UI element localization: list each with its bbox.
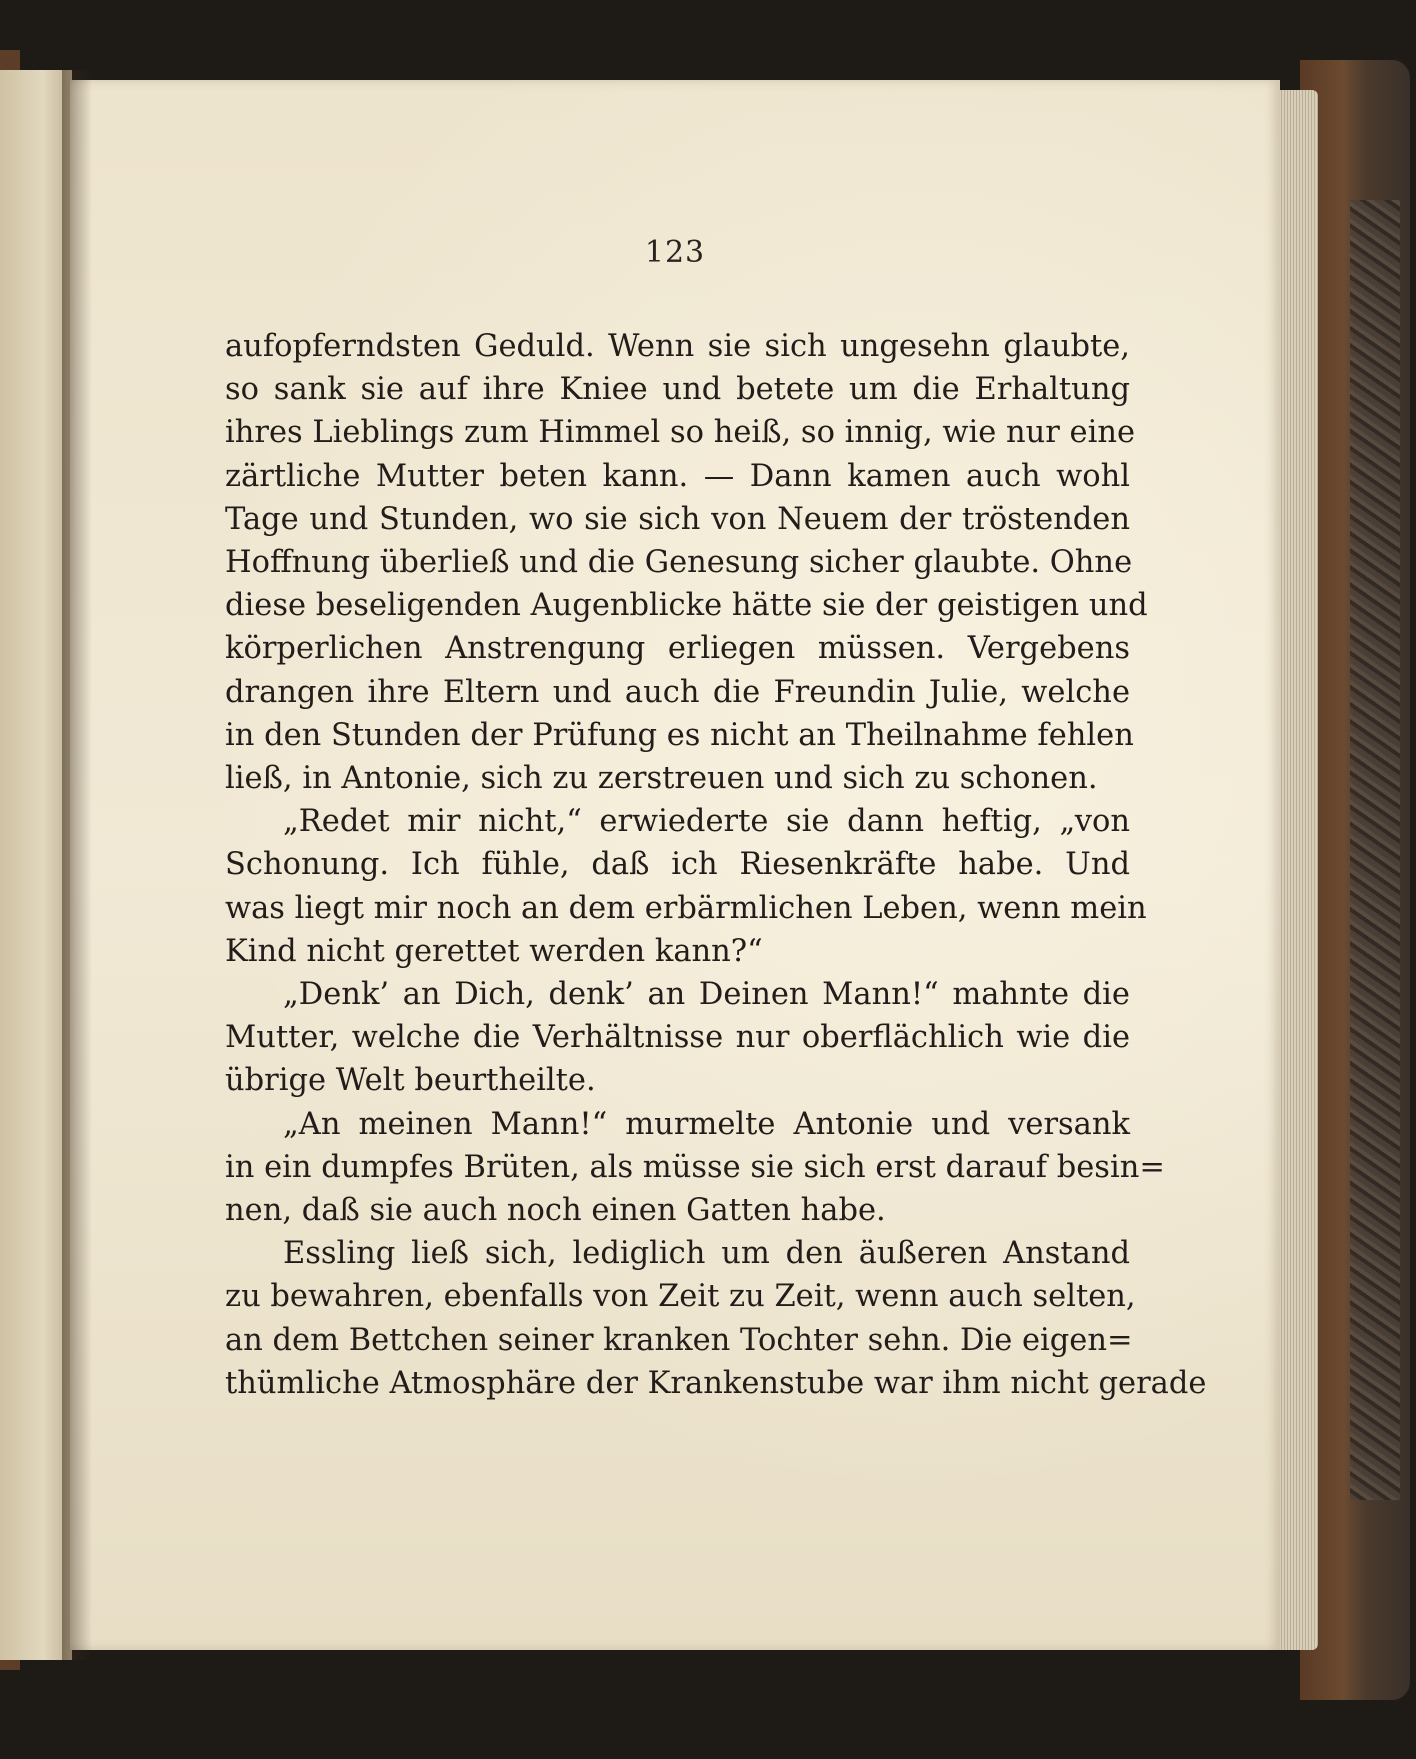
text-line: Schonung. Ich fühle, daß ich Riesenkräfte habe. Und	[225, 847, 1130, 883]
text-line: zu bewahren, ebenfalls von Zeit zu Zeit, wenn auch selten,	[225, 1279, 1136, 1315]
book-page	[70, 80, 1280, 1650]
text-line: „An meinen Mann!“ murmelte Antonie und versank	[283, 1106, 1130, 1142]
text-line: übrige Welt beurtheilte.	[225, 1063, 596, 1099]
text-line: ließ, in Antonie, sich zu zerstreuen und sich zu schonen.	[225, 761, 1098, 797]
text-line: Kind nicht gerettet werden kann?“	[225, 933, 763, 969]
text-line: so sank sie auf ihre Kniee und betete um die Erhaltung	[225, 372, 1130, 408]
text-line: zärtliche Mutter beten kann. — Dann kamen auch wohl	[225, 458, 1130, 494]
gutter-shadow	[62, 70, 92, 1660]
text-line: Mutter, welche die Verhältnisse nur oberflächlich wie die	[225, 1020, 1130, 1056]
text-line: Tage und Stunden, wo sie sich von Neuem der tröstenden	[225, 501, 1130, 537]
text-line: diese beseligenden Augenblicke hätte sie der geistigen und	[225, 588, 1148, 624]
text-line: aufopferndsten Geduld. Wenn sie sich ungesehn glaubte,	[225, 329, 1130, 364]
text-line: „Redet mir nicht,“ erwiederte sie dann heftig, „von	[283, 804, 1130, 840]
text-line: körperlichen Anstrengung erliegen müssen. Vergebens	[225, 631, 1130, 667]
text-line: drangen ihre Eltern und auch die Freundin Julie, welche	[225, 674, 1130, 710]
text-line: in ein dumpfes Brüten, als müsse sie sich erst darauf besin=	[225, 1149, 1165, 1185]
text-line: in den Stunden der Prüfung es nicht an Theilnahme fehlen	[225, 717, 1134, 753]
text-line: an dem Bettchen seiner kranken Tochter sehn. Die eigen=	[225, 1322, 1133, 1358]
body-text	[225, 325, 1207, 1405]
text-line: „Denk’ an Dich, denk’ an Deinen Mann!“ mahnte die	[283, 977, 1130, 1013]
page-number: 123	[644, 235, 706, 270]
text-line: ihres Lieblings zum Himmel so heiß, so innig, wie nur eine	[225, 415, 1136, 451]
text-line: Essling ließ sich, lediglich um den äußeren Anstand	[283, 1236, 1130, 1272]
text-line: thümliche Atmosphäre der Krankenstube war ihm nicht gerade	[225, 1365, 1207, 1401]
marbled-cover-texture	[1350, 200, 1400, 1500]
text-line: was liegt mir noch an dem erbärmlichen Leben, wenn mein	[225, 890, 1147, 926]
text-line: Hoffnung überließ und die Genesung sicher glaubte. Ohne	[225, 545, 1133, 581]
text-line: nen, daß sie auch noch einen Gatten habe.	[225, 1193, 886, 1229]
